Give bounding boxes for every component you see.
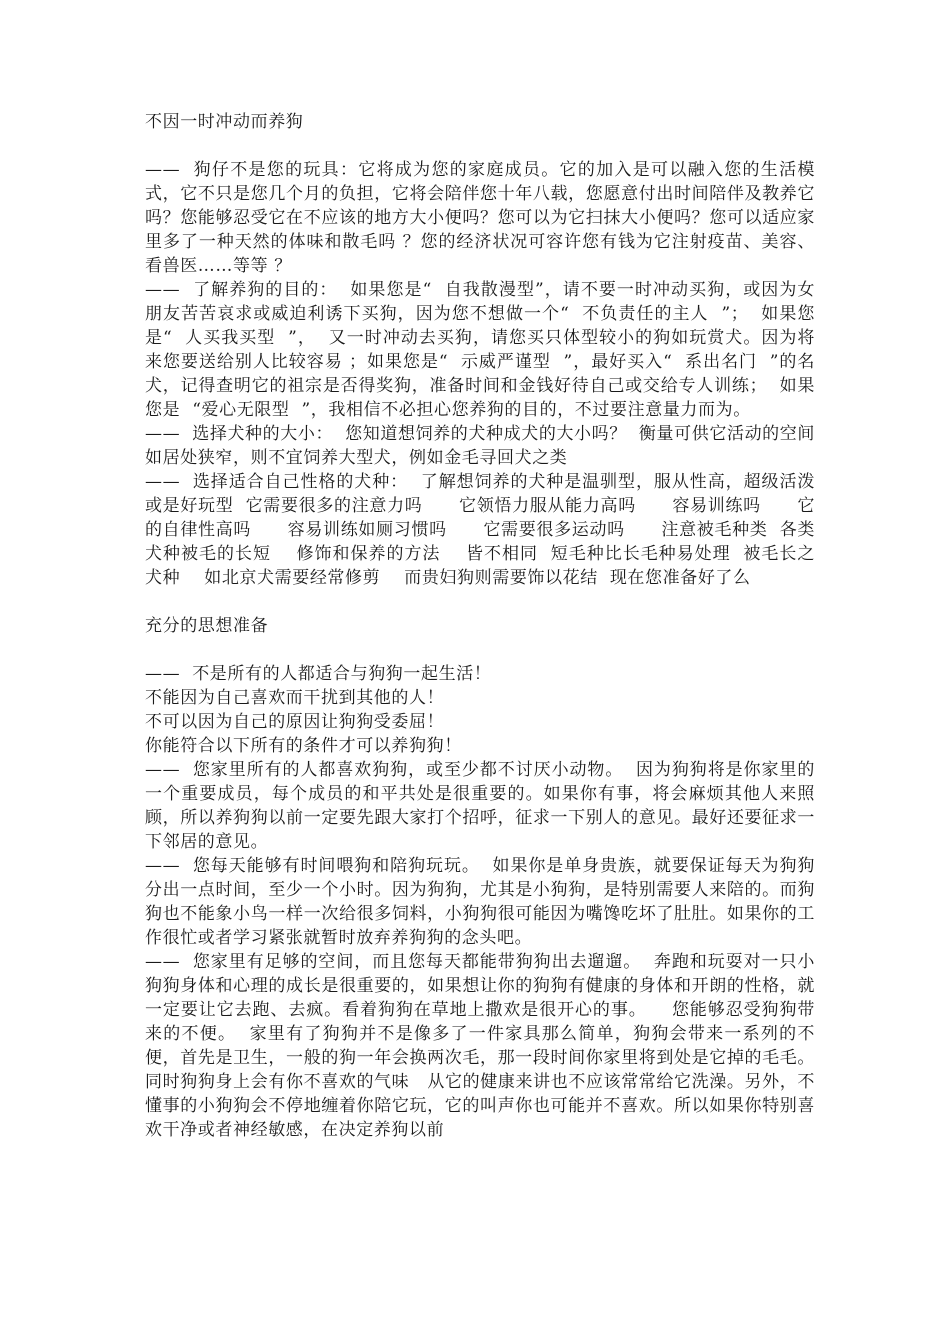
section-heading-preparation: 充分的思想准备 [145,616,269,636]
paragraph-daily-time: —— 您每天能够有时间喂狗和陪狗玩玩。 如果你是单身贵族，就要保证每天为狗狗分出一点时间，至少一个小时。因为狗狗，尤其是小狗狗，是特别需要人来陪的。而狗狗也不能象小鸟一样一次给很多饲料，小狗狗很可能因为嘴馋吃坏了肚肚。如果你的工作很忙或者学习紧张就暂时放弃养狗狗的念头吧。 [145,856,815,948]
paragraph-no-grievance: 不可以因为自己的原因让狗狗受委屈！ [145,712,445,732]
paragraph-breed-size: —— 选择犬种的大小： 您知道想饲养的犬种成犬的大小吗？ 衡量可供它活动的空间 如居处狭窄，则不宜饲养大型犬，例如金毛寻回犬之类 [145,424,840,468]
paragraph-space-and-walks: —— 您家里有足够的空间，而且您每天都能带狗狗出去遛遛。 奔跑和玩耍对一只小狗狗身体和心理的成长是很重要的，如果想让你的狗狗有健康的身体和开朗的性格，就一定要让它去跑、去疯。看着狗狗在草地上撒欢是很开心的事。 您能够忍受狗狗带来的不便。 家里有了狗狗并不是像多了一件家具那么简单，狗狗会带来一系列的不便，首先是卫生，一般的狗一年会换两次毛，那一段时间你家里将到处是它掉的毛毛。同时狗狗身上会有你不喜欢的气味 从它的健康来讲也不应该常常给它洗澡。另外，不懂事的小狗狗会不停地缠着你陪它玩，它的叫声你也可能并不喜欢。所以如果你特别喜欢干净或者神经敏感，在决定养狗以前 [145,952,815,1140]
paragraph-purpose: —— 了解养狗的目的： 如果您是“ 自我散漫型”，请不要一时冲动买狗，或因为女朋友苦苦哀求或威迫利诱下买狗，因为您不想做一个“ 不负责任的主人 ”； 如果您是“ 人买我买型 ”， 又一时冲动去买狗，请您买只体型较小的狗如玩赏犬。因为将来您要送给别人比较容易 ；如果您是“ 示威严谨型 ”，最好买入“ 系出名门 ”的名犬，记得查明它的祖宗是否得奖狗，准备时间和金钱好待自己或交给专人训练； 如果您是 “爱心无限型 ”，我相信不必担心您养狗的目的，不过要注意量力而为。 [145,280,815,420]
paragraph-no-disturb: 不能因为自己喜欢而干扰到其他的人！ [145,688,445,708]
paragraph-family-likes-dogs: —— 您家里所有的人都喜欢狗狗，或至少都不讨厌小动物。 因为狗狗将是你家里的一个重要成员，每个成员的和平共处是很重要的。如果你有事，将会麻烦其他人来照顾，所以养狗狗以前一定要先跟大家打个招呼，征求一下别人的意见。最好还要征求一下邻居的意见。 [145,760,815,852]
paragraph-not-a-toy: —— 狗仔不是您的玩具：它将成为您的家庭成员。它的加入是可以融入您的生活模式，它不只是您几个月的负担，它将会陪伴您十年八载，您愿意付出时间陪伴及教养它吗？您能够忍受它在不应该的地方大小便吗？您可以为它扫抹大小便吗？您可以适应家里多了一种天然的体味和散毛吗 ？您的经济状况可容许您有钱为它注射疫苗、美容、看兽医……等等 ？ [145,160,815,276]
document-page [145,110,840,1142]
paragraph-breed-personality: —— 选择适合自己性格的犬种： 了解想饲养的犬种是温驯型，服从性高，超级活泼或是好玩型 它需要很多的注意力吗 它领悟力服从能力高吗 容易训练吗 它的自律性高吗 容易训练如厕习惯吗 它需要很多运动吗 注意被毛种类 各类犬种被毛的长短 修饰和保养的方法 皆不相同 短毛种比长毛种易处理 被毛长之犬种 如北京犬需要经常修剪 而贵妇狗则需要饰以花结 现在您准备好了么 [145,472,816,588]
paragraph-not-everyone: —— 不是所有的人都适合与狗狗一起生活！ [145,664,492,684]
section-heading-impulse: 不因一时冲动而养狗 [145,112,304,132]
paragraph-conditions: 你能符合以下所有的条件才可以养狗狗！ [145,736,462,756]
